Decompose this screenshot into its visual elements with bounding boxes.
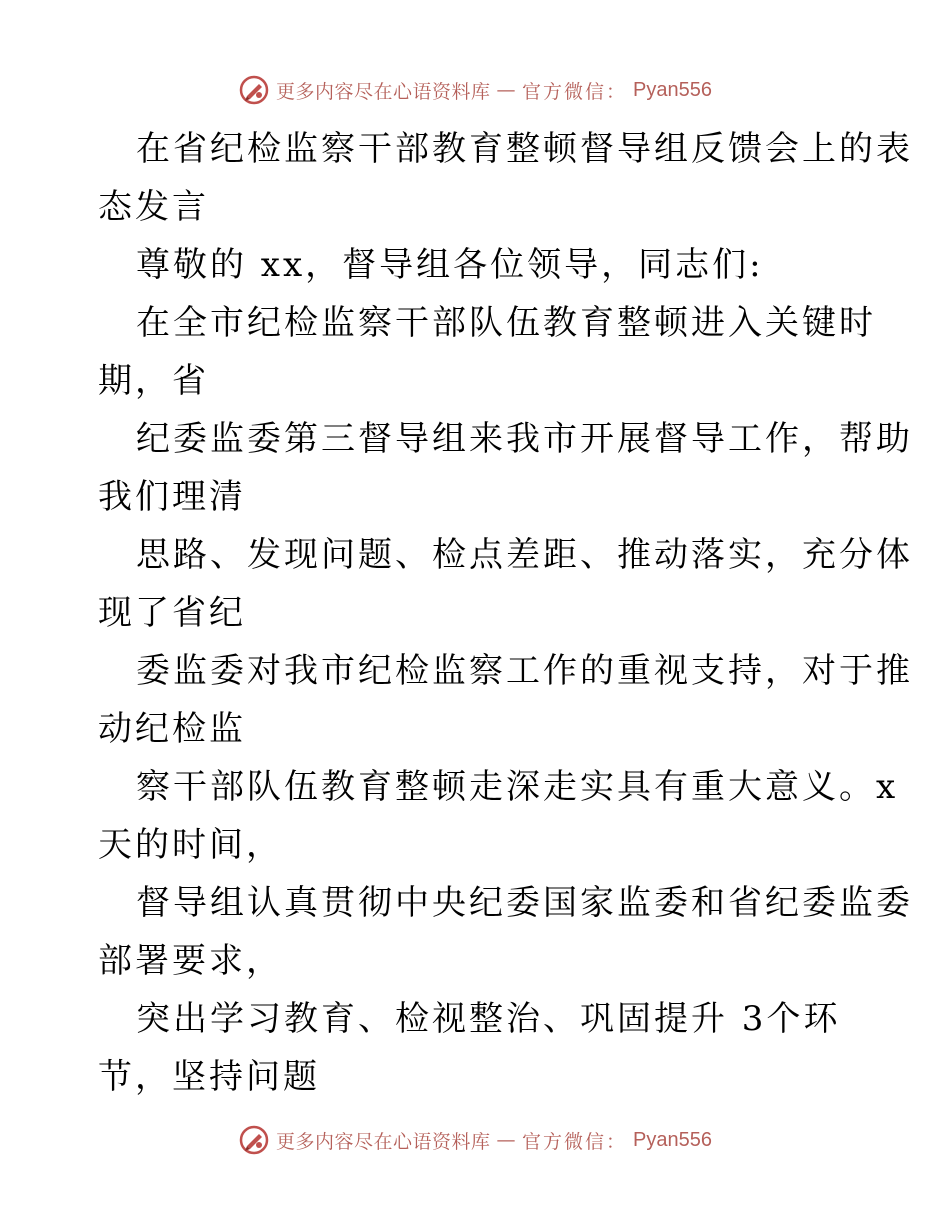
text-line: 纪委监委第三督导组来我市开展督导工作，帮助	[136, 419, 913, 459]
document-pen-logo-icon	[238, 74, 270, 106]
text-line: 思路、发现问题、检点差距、推动落实，充分体	[136, 535, 913, 575]
watermark-dash: —	[496, 1129, 517, 1151]
text-line: 动纪检监	[98, 709, 246, 749]
document-pen-logo-icon	[238, 1124, 270, 1156]
watermark-wechat-id: Pyan556	[633, 1128, 712, 1151]
watermark-wechat-label: 官方微信：	[522, 80, 628, 103]
text-line: 在全市纪检监察干部队伍教育整顿进入关键时	[136, 303, 876, 343]
text-line: 部署要求，	[98, 941, 283, 981]
watermark-dash: —	[496, 79, 517, 101]
text-line: 节，坚持问题	[98, 1057, 320, 1097]
watermark-wechat-id: Pyan556	[633, 78, 712, 101]
text-line: 态发言	[98, 187, 209, 227]
document-body	[98, 120, 913, 1106]
text-line: 督导组认真贯彻中央纪委国家监委和省纪委监委	[136, 883, 913, 923]
footer-watermark	[0, 1120, 950, 1160]
watermark-brand: 更多内容尽在心语资料库	[276, 80, 491, 103]
text-line: 委监委对我市纪检监察工作的重视支持，对于推	[136, 651, 913, 691]
text-line: 尊敬的 xx，督导组各位领导，同志们:	[136, 245, 764, 285]
text-line: 突出学习教育、检视整治、巩固提升 3个环	[136, 999, 841, 1039]
watermark-brand: 更多内容尽在心语资料库	[276, 1130, 491, 1153]
text-line: 期，省	[98, 361, 209, 401]
header-watermark	[0, 70, 950, 110]
watermark-wechat-label: 官方微信：	[522, 1130, 628, 1153]
text-line: 现了省纪	[98, 593, 246, 633]
text-line: 天的时间，	[98, 825, 283, 865]
text-line: 我们理清	[98, 477, 246, 517]
text-line: 察干部队伍教育整顿走深走实具有重大意义。x	[136, 767, 899, 807]
text-line: 在省纪检监察干部教育整顿督导组反馈会上的表	[136, 129, 913, 169]
